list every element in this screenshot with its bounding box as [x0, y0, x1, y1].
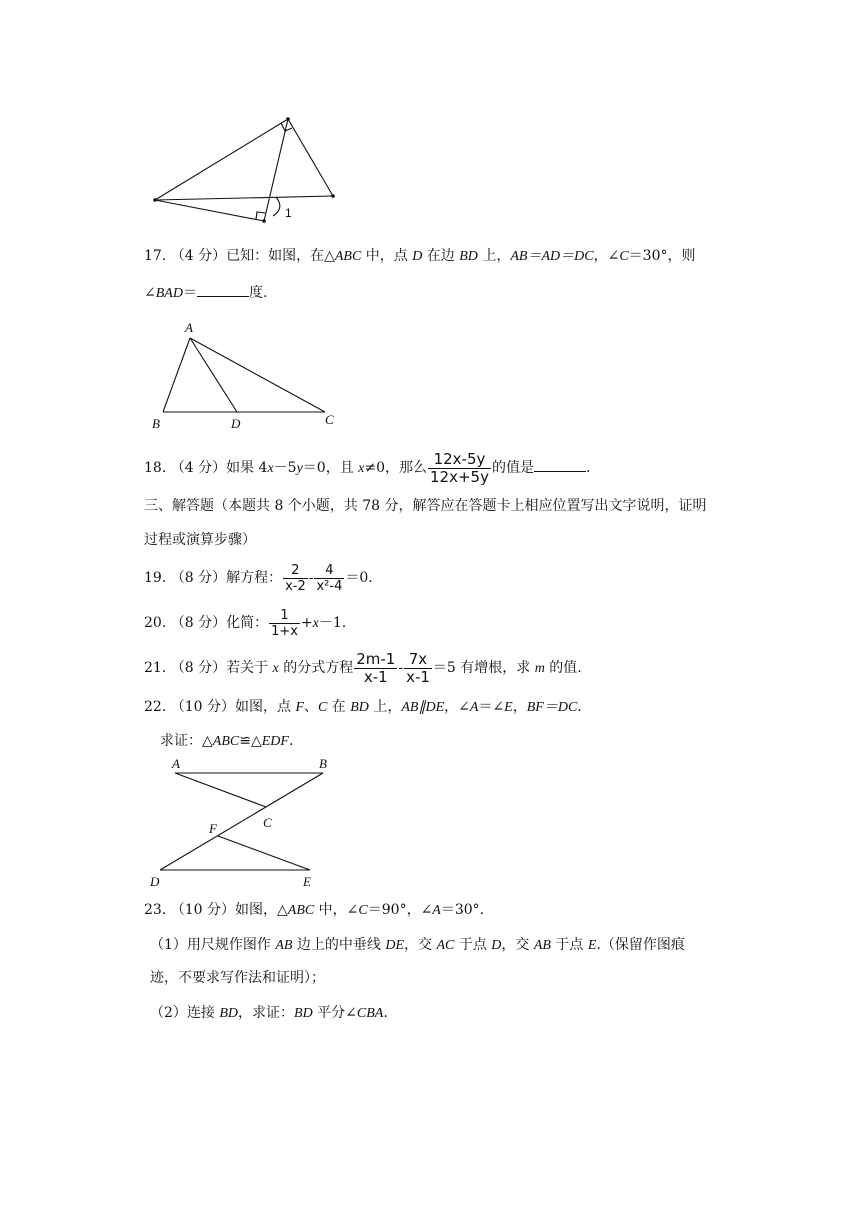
q23-line1: 23. （10 分）如图，△ABC 中，∠C＝90°，∠A＝30°.: [144, 902, 485, 918]
q23-part2-line: （2）连接 BD，求证：BD 平分∠CBA.: [150, 1005, 388, 1021]
q20-number: 20.: [144, 615, 167, 631]
fig22-edge-fe: [218, 836, 310, 870]
q21-line: 21. （8 分）若关于 x 的分式方程 $\frac{2m-1}{x-1}$ - $\frac{7x}{x-1}$ ＝5 有增根，求 m 的值.: [144, 649, 582, 686]
q21-number: 21.: [144, 660, 167, 676]
q19-line: 19. （8 分）解方程： $\frac{2}{x-2}$ - $\frac{4}{\text{x²-4}}$ ＝0.: [144, 562, 373, 594]
q20-score: （8 分）: [170, 615, 227, 631]
q22-score: （10 分）: [170, 699, 235, 715]
q18-fraction: $\frac{12x-5y}{12x+5y}$: [430, 449, 489, 486]
fig22-label-f: F: [209, 821, 217, 836]
fig22-edge-bd: [160, 773, 323, 870]
q23-part1-line1: （1）用尺规作图作 AB 边上的中垂线 DE，交 AC 于点 D，交 AB 于点 E.（保留作图痕: [150, 937, 685, 953]
fig16-edge-top-right: [288, 119, 333, 196]
q17-line2: ∠BAD＝ 度.: [144, 282, 267, 304]
q20-fraction: $\frac{1}{1+x}$: [271, 607, 298, 639]
fig22-label-e: E: [303, 874, 311, 889]
q23-score: （10 分）: [170, 902, 235, 918]
q22-prove-line: 求证：△ABC≌△EDF.: [160, 733, 294, 749]
fig17-edge-ad: [190, 338, 237, 412]
q20-line: 20. （8 分）化简： $\frac{1}{1+x}$ +x－1.: [144, 607, 347, 639]
q19-fraction-2: $\frac{4}{\text{x²-4}}$: [316, 562, 343, 594]
q18-score: （4 分）: [170, 460, 227, 476]
figure-q16: [145, 112, 345, 227]
fig22-label-c: C: [263, 815, 272, 830]
q17-answer-blank[interactable]: [197, 282, 249, 297]
q22-number: 22.: [144, 699, 167, 715]
fig17-label-b: B: [152, 416, 160, 431]
fig17-label-d: D: [231, 416, 241, 431]
section3-heading-line1: 三、解答题（本题共 8 个小题，共 78 分，解答应在答题卡上相应位置写出文字说明，证明: [144, 498, 707, 514]
section3-heading-line2: 过程或演算步骤）: [144, 532, 256, 548]
figure-q22: [145, 755, 335, 890]
fig17-edge-ac: [190, 338, 325, 412]
q23-number: 23.: [144, 902, 167, 918]
q21-fraction-2: $\frac{7x}{x-1}$: [406, 649, 430, 686]
fig22-label-a: A: [172, 756, 180, 771]
fig22-label-b: B: [319, 756, 327, 771]
fig17-label-a: A: [185, 320, 193, 335]
fig17-edge-ab: [163, 338, 190, 412]
q23-part1-line2: 迹，不要求写作法和证明）；: [150, 970, 325, 986]
q19-fraction-1: $\frac{2}{x-2}$: [285, 562, 306, 594]
q17-number: 17.: [144, 248, 167, 264]
fig16-edge-left-bottom: [155, 200, 264, 221]
q18-answer-blank[interactable]: [534, 457, 586, 472]
figure-q17: [145, 318, 345, 433]
q17-line1: 17. （4 分）已知：如图，在△ABC 中，点 D 在边 BD 上，AB＝AD＝DC，∠C＝30°，则: [144, 248, 696, 264]
fig16-right-angle-bottom: [256, 212, 265, 219]
q21-score: （8 分）: [170, 660, 227, 676]
fig16-edge-left-right: [155, 196, 333, 200]
q21-fraction-1: $\frac{2m-1}{x-1}$: [356, 649, 396, 686]
fig16-edge-left-top: [155, 119, 288, 200]
fig16-angle-label: 1: [285, 206, 292, 220]
q17-score: （4 分）: [170, 248, 227, 264]
fig16-angle-arc: [273, 197, 280, 216]
q22-line1: 22. （10 分）如图，点 F、C 在 BD 上，AB∥DE，∠A＝∠E，BF＝DC.: [144, 699, 582, 715]
q18-line: 18. （4 分）如果 4x－5y＝0，且 x≠0，那么 $\frac{12x-5y}{12x+5y}$ 的值是 .: [144, 449, 591, 486]
fig22-edge-ac: [175, 773, 266, 807]
q19-number: 19.: [144, 570, 167, 586]
fig22-label-d: D: [150, 874, 160, 889]
q19-score: （8 分）: [170, 570, 227, 586]
fig17-label-c: C: [325, 412, 334, 427]
q18-number: 18.: [144, 460, 167, 476]
